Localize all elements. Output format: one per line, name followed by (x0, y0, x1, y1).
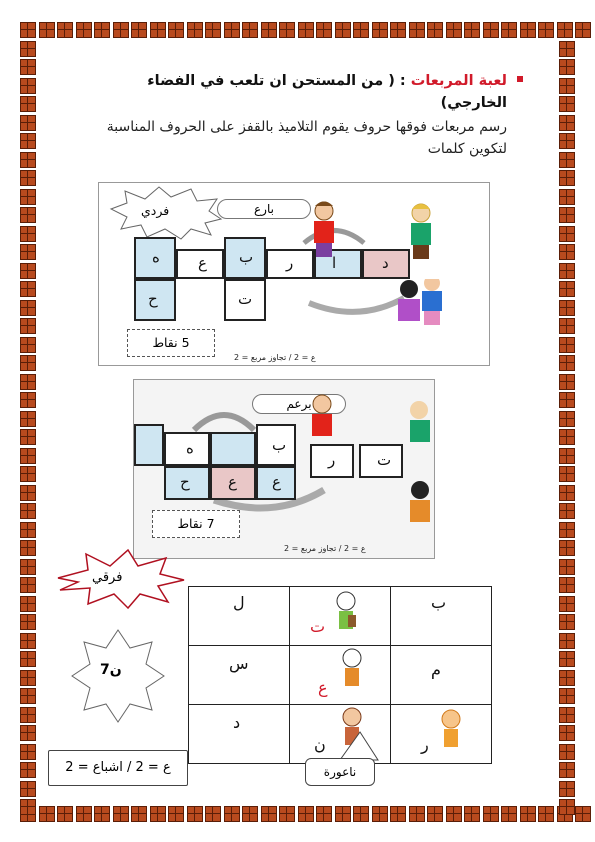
brick-tile (559, 448, 575, 464)
brick-tile (168, 806, 184, 822)
brick-tile (559, 392, 575, 408)
tile-letter: ع (198, 254, 207, 272)
speech-bubble: برعم (252, 394, 346, 414)
brick-tile (559, 577, 575, 593)
tile (134, 424, 164, 466)
brick-tile (187, 806, 203, 822)
brick-tile (298, 22, 314, 38)
brick-tile (559, 263, 575, 279)
children-group-icon (394, 279, 454, 349)
tile (176, 249, 224, 279)
brick-tile (520, 22, 536, 38)
brick-tile (20, 59, 36, 75)
brick-tile (559, 725, 575, 741)
brick-tile (205, 22, 221, 38)
brick-tile (464, 22, 480, 38)
brick-tile (20, 466, 36, 482)
brick-tile (94, 22, 110, 38)
rule-text: ع = 2 / تجاوز مربع = 2 (284, 544, 366, 553)
brick-tile (20, 448, 36, 464)
hopscotch-image-example (133, 379, 435, 559)
brick-tile (242, 22, 258, 38)
brick-tile (131, 806, 147, 822)
grid-cell (189, 587, 290, 646)
activity-description: رسم مربعات فوقها حروف يقوم التلاميذ بالقفز على الحروف المناسبة لتكوين كلمات (106, 119, 507, 157)
brick-tile (559, 799, 575, 815)
brick-tile (20, 522, 36, 538)
speech-bubble: بارع (217, 199, 311, 219)
brick-tile (20, 300, 36, 316)
brick-tile (559, 596, 575, 612)
individual-badge: فردي (141, 203, 170, 218)
tile-letter: ر (328, 451, 336, 469)
bullet-icon (517, 76, 523, 82)
brick-tile (559, 355, 575, 371)
tile-letter: ع (228, 473, 237, 491)
brick-tile (559, 96, 575, 112)
brick-tile (20, 577, 36, 593)
brick-tile (20, 96, 36, 112)
brick-tile (76, 22, 92, 38)
tile-letter: ع (272, 473, 281, 491)
brick-tile (353, 806, 369, 822)
grid-letter: ت (310, 617, 326, 636)
brick-tile (20, 189, 36, 205)
brick-tile (559, 614, 575, 630)
speech-bubble: ناعورة (305, 758, 375, 786)
brick-tile (131, 22, 147, 38)
grid-letter: ع (318, 678, 328, 697)
tile (134, 279, 176, 321)
tile-letter: ح (180, 473, 190, 491)
brick-tile (20, 503, 36, 519)
brick-tile (464, 806, 480, 822)
activity-heading (87, 70, 507, 114)
brick-tile (559, 744, 575, 760)
brick-tile (501, 806, 517, 822)
tile (359, 444, 403, 478)
brick-tile (483, 22, 499, 38)
brick-tile (427, 22, 443, 38)
brick-tile (20, 411, 36, 427)
brick-tile (520, 806, 536, 822)
brick-tile (20, 762, 36, 778)
brick-tile (559, 540, 575, 556)
child-icon (332, 648, 372, 698)
brick-tile (559, 170, 575, 186)
brick-tile (559, 281, 575, 297)
brick-tile (20, 41, 36, 57)
points-box: 7 نقاط (152, 510, 240, 538)
brick-tile (205, 806, 221, 822)
brick-tile (559, 374, 575, 390)
brick-tile (150, 806, 166, 822)
brick-tile (20, 337, 36, 353)
grid-cell (391, 587, 492, 646)
grid-cell (391, 705, 492, 764)
brick-tile (20, 596, 36, 612)
brick-tile (559, 429, 575, 445)
brick-tile (559, 522, 575, 538)
brick-tile (559, 707, 575, 723)
brick-tile (20, 207, 36, 223)
tile (224, 279, 266, 321)
grid-letter: ن (314, 735, 326, 754)
brick-tile (559, 207, 575, 223)
brick-tile (335, 22, 351, 38)
brick-tile (224, 806, 240, 822)
brick-tile (242, 806, 258, 822)
brick-tile (279, 806, 295, 822)
brick-tile (559, 781, 575, 797)
brick-tile (559, 633, 575, 649)
brick-tile (76, 806, 92, 822)
brick-tile (335, 806, 351, 822)
tile-letter: ه (186, 439, 194, 457)
brick-tile (39, 806, 55, 822)
tile-letter: د (382, 254, 389, 272)
brick-tile (409, 806, 425, 822)
brick-tile (20, 355, 36, 371)
heading-rest: : ( من المستحن ان تلعب في الفضاء الخارجي) (147, 73, 507, 111)
child-icon (431, 709, 471, 759)
brick-tile (20, 781, 36, 797)
brick-tile (559, 670, 575, 686)
rule-text: ع = 2 / تجاوز مربع = 2 (234, 353, 316, 362)
grid-letter: ر (421, 735, 429, 754)
child-dark-hair-icon (406, 480, 434, 530)
brick-tile (446, 22, 462, 38)
child-icon (326, 591, 366, 641)
brick-tile (20, 133, 36, 149)
brick-tile (261, 22, 277, 38)
group-badge: فرقي (92, 570, 123, 585)
grid-cell (290, 587, 391, 646)
grid-letter: ل (233, 593, 245, 612)
brick-tile (559, 337, 575, 353)
brick-tile (559, 485, 575, 501)
brick-tile (224, 22, 240, 38)
brick-tile (20, 651, 36, 667)
brick-tile (20, 725, 36, 741)
brick-tile (409, 22, 425, 38)
brick-tile (575, 22, 591, 38)
tile (210, 432, 256, 466)
brick-tile (57, 806, 73, 822)
tile-letter: ه (152, 248, 160, 266)
brick-tile (298, 806, 314, 822)
hopscotch-image-individual (98, 182, 490, 366)
tile (256, 466, 296, 500)
grid-letter: ب (431, 593, 447, 612)
tile-letter: ا (332, 254, 337, 272)
brick-tile (559, 503, 575, 519)
tile (164, 432, 210, 466)
brick-tile (20, 429, 36, 445)
tile-letter: ت (238, 290, 253, 308)
tile (134, 237, 176, 279)
brick-tile (20, 392, 36, 408)
brick-tile (20, 540, 36, 556)
brick-tile (20, 78, 36, 94)
brick-tile (39, 22, 55, 38)
grid-cell (189, 646, 290, 705)
brick-tile (20, 707, 36, 723)
brick-tile (559, 651, 575, 667)
star-label: 7ن (100, 662, 122, 678)
group-rule-box: ع = 2 / اشباع = 2 (48, 750, 188, 786)
brick-tile (559, 78, 575, 94)
brick-tile (559, 411, 575, 427)
brick-tile (94, 806, 110, 822)
brick-tile (372, 806, 388, 822)
tile-letter: ب (272, 436, 287, 454)
brick-tile (20, 263, 36, 279)
grid-cell (290, 646, 391, 705)
brick-tile (559, 59, 575, 75)
brick-tile (279, 22, 295, 38)
brick-tile (557, 22, 573, 38)
brick-tile (559, 318, 575, 334)
brick-tile (559, 300, 575, 316)
brick-tile (446, 806, 462, 822)
brick-tile (538, 22, 554, 38)
brick-tile (20, 281, 36, 297)
brick-tile (20, 559, 36, 575)
brick-tile (538, 806, 554, 822)
brick-tile (20, 799, 36, 815)
brick-tile (501, 22, 517, 38)
child-red-shirt-icon (304, 201, 344, 271)
tile-letter: ب (239, 248, 254, 266)
brick-tile (20, 374, 36, 390)
heading-title: لعبة المربعات (410, 73, 507, 89)
brick-tile (20, 744, 36, 760)
brick-tile (20, 170, 36, 186)
grid-letter: س (229, 654, 249, 673)
brick-tile (559, 466, 575, 482)
brick-tile (20, 670, 36, 686)
brick-tile (559, 559, 575, 575)
brick-tile (390, 806, 406, 822)
brick-tile (559, 762, 575, 778)
tile (256, 424, 296, 466)
brick-tile (316, 806, 332, 822)
brick-tile (20, 244, 36, 260)
brick-tile (20, 633, 36, 649)
tile (164, 466, 210, 500)
brick-tile (316, 22, 332, 38)
brick-tile (20, 115, 36, 131)
brick-tile (150, 22, 166, 38)
brick-tile (559, 115, 575, 131)
brick-tile (559, 189, 575, 205)
brick-tile (20, 614, 36, 630)
child-green-shirt-icon (401, 203, 441, 273)
grid-cell (189, 705, 290, 764)
tile-letter: ح (148, 290, 158, 308)
tile-letter: ر (286, 254, 294, 272)
brick-tile (57, 22, 73, 38)
child-red-shirt-icon (302, 394, 342, 450)
brick-tile (559, 41, 575, 57)
brick-tile (372, 22, 388, 38)
brick-tile (20, 152, 36, 168)
brick-tile (187, 22, 203, 38)
brick-tile (168, 22, 184, 38)
brick-tile (20, 22, 36, 38)
grid-letter: د (233, 713, 241, 732)
brick-tile (261, 806, 277, 822)
tile (210, 466, 256, 500)
brick-tile (113, 806, 129, 822)
child-green-shirt-icon (404, 400, 434, 460)
tile-letter: ت (377, 451, 392, 469)
brick-tile (20, 485, 36, 501)
brick-tile (20, 688, 36, 704)
grid-cell (391, 646, 492, 705)
brick-tile (483, 806, 499, 822)
brick-tile (559, 133, 575, 149)
brick-tile (559, 226, 575, 242)
brick-tile (559, 152, 575, 168)
points-box: 5 نقاط (127, 329, 215, 357)
brick-tile (390, 22, 406, 38)
brick-tile (20, 318, 36, 334)
brick-tile (427, 806, 443, 822)
brick-tile (575, 806, 591, 822)
brick-tile (559, 244, 575, 260)
brick-tile (20, 226, 36, 242)
grid-letter: م (431, 660, 441, 679)
brick-tile (353, 22, 369, 38)
brick-tile (113, 22, 129, 38)
brick-tile (559, 688, 575, 704)
tile (224, 237, 266, 279)
